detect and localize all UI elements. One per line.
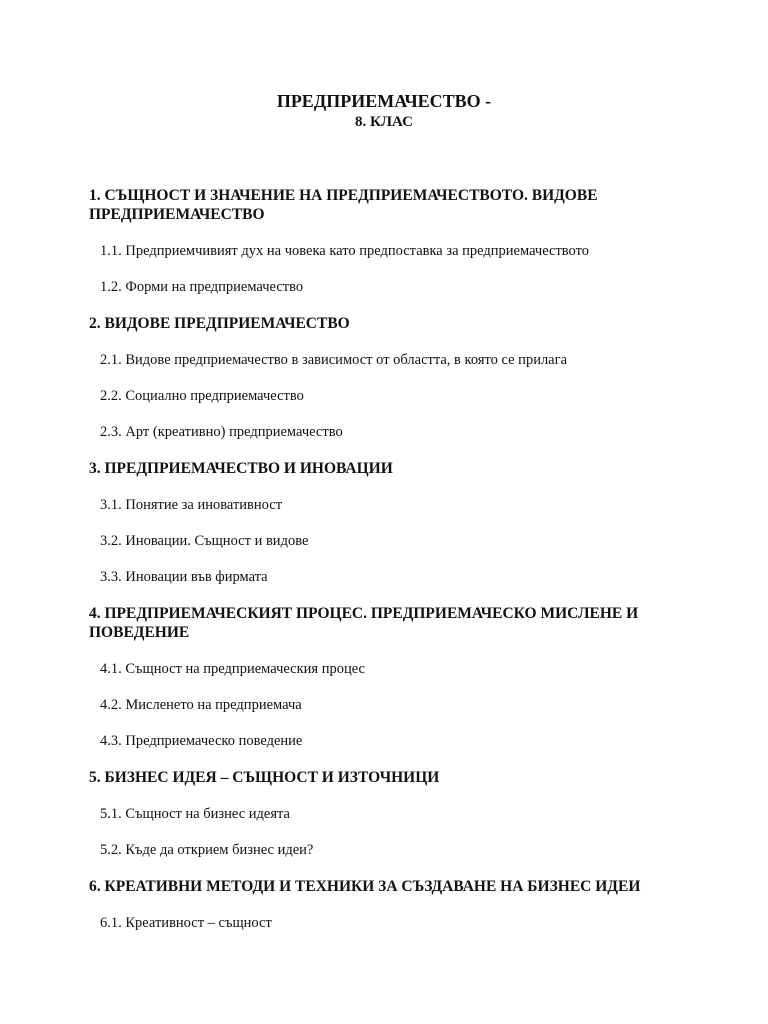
list-item: 2.1. Видове предприемачество в зависимост от областта, в която се прилага [100, 352, 568, 368]
page-subtitle: 8. КЛАС [355, 114, 413, 130]
list-item: 4.3. Предприемаческо поведение [100, 733, 303, 749]
list-item: 4.1. Същност на предприемаческия процес [100, 661, 365, 677]
list-item: 2.3. Арт (креативно) предприемачество [100, 424, 343, 440]
section-5 [89, 768, 689, 859]
list-item: 5.2. Къде да открием бизнес идеи? [100, 842, 314, 858]
page-title: ПРЕДПРИЕМАЧЕСТВО - [276, 91, 492, 111]
list-item: 5.1. Същност на бизнес идеята [100, 806, 290, 822]
section-3 [89, 459, 689, 586]
list-item: 2.2. Социално предприемачество [100, 388, 304, 404]
section-heading: 5. БИЗНЕС ИДЕЯ – СЪЩНОСТ И ИЗТОЧНИЦИ [89, 769, 440, 786]
section-1 [89, 186, 689, 296]
list-item: 1.1. Предприемчивият дух на човека като предпоставка за предприемачеството [100, 243, 589, 259]
section-4 [89, 604, 689, 750]
list-item: 1.2. Форми на предприемачество [100, 279, 304, 295]
section-2 [89, 314, 689, 441]
section-heading: 2. ВИДОВЕ ПРЕДПРИЕМАЧЕСТВО [89, 315, 350, 332]
outline-list [89, 186, 689, 950]
list-item: 3.2. Иновации. Същност и видове [100, 533, 309, 549]
section-heading: 4. ПРЕДПРИЕМАЧЕСКИЯТ ПРОЦЕС. ПРЕДПРИЕМАЧЕСКО МИСЛЕНЕ И ПОВЕДЕНИЕ [89, 605, 639, 641]
section-heading: 3. ПРЕДПРИЕМАЧЕСТВО И ИНОВАЦИИ [89, 460, 393, 477]
section-heading: 1. СЪЩНОСТ И ЗНАЧЕНИЕ НА ПРЕДПРИЕМАЧЕСТВОТО. ВИДОВЕ ПРЕДПРИЕМАЧЕСТВО [89, 187, 598, 223]
list-item: 4.2. Мисленето на предприемача [100, 697, 302, 713]
list-item: 6.1. Креативност – същност [100, 915, 272, 931]
list-item: 3.3. Иновации във фирмата [100, 569, 268, 585]
section-6 [89, 877, 689, 932]
list-item: 3.1. Понятие за иновативност [100, 497, 283, 513]
section-heading: 6. КРЕАТИВНИ МЕТОДИ И ТЕХНИКИ ЗА СЪЗДАВАНЕ НА БИЗНЕС ИДЕИ [89, 878, 641, 895]
